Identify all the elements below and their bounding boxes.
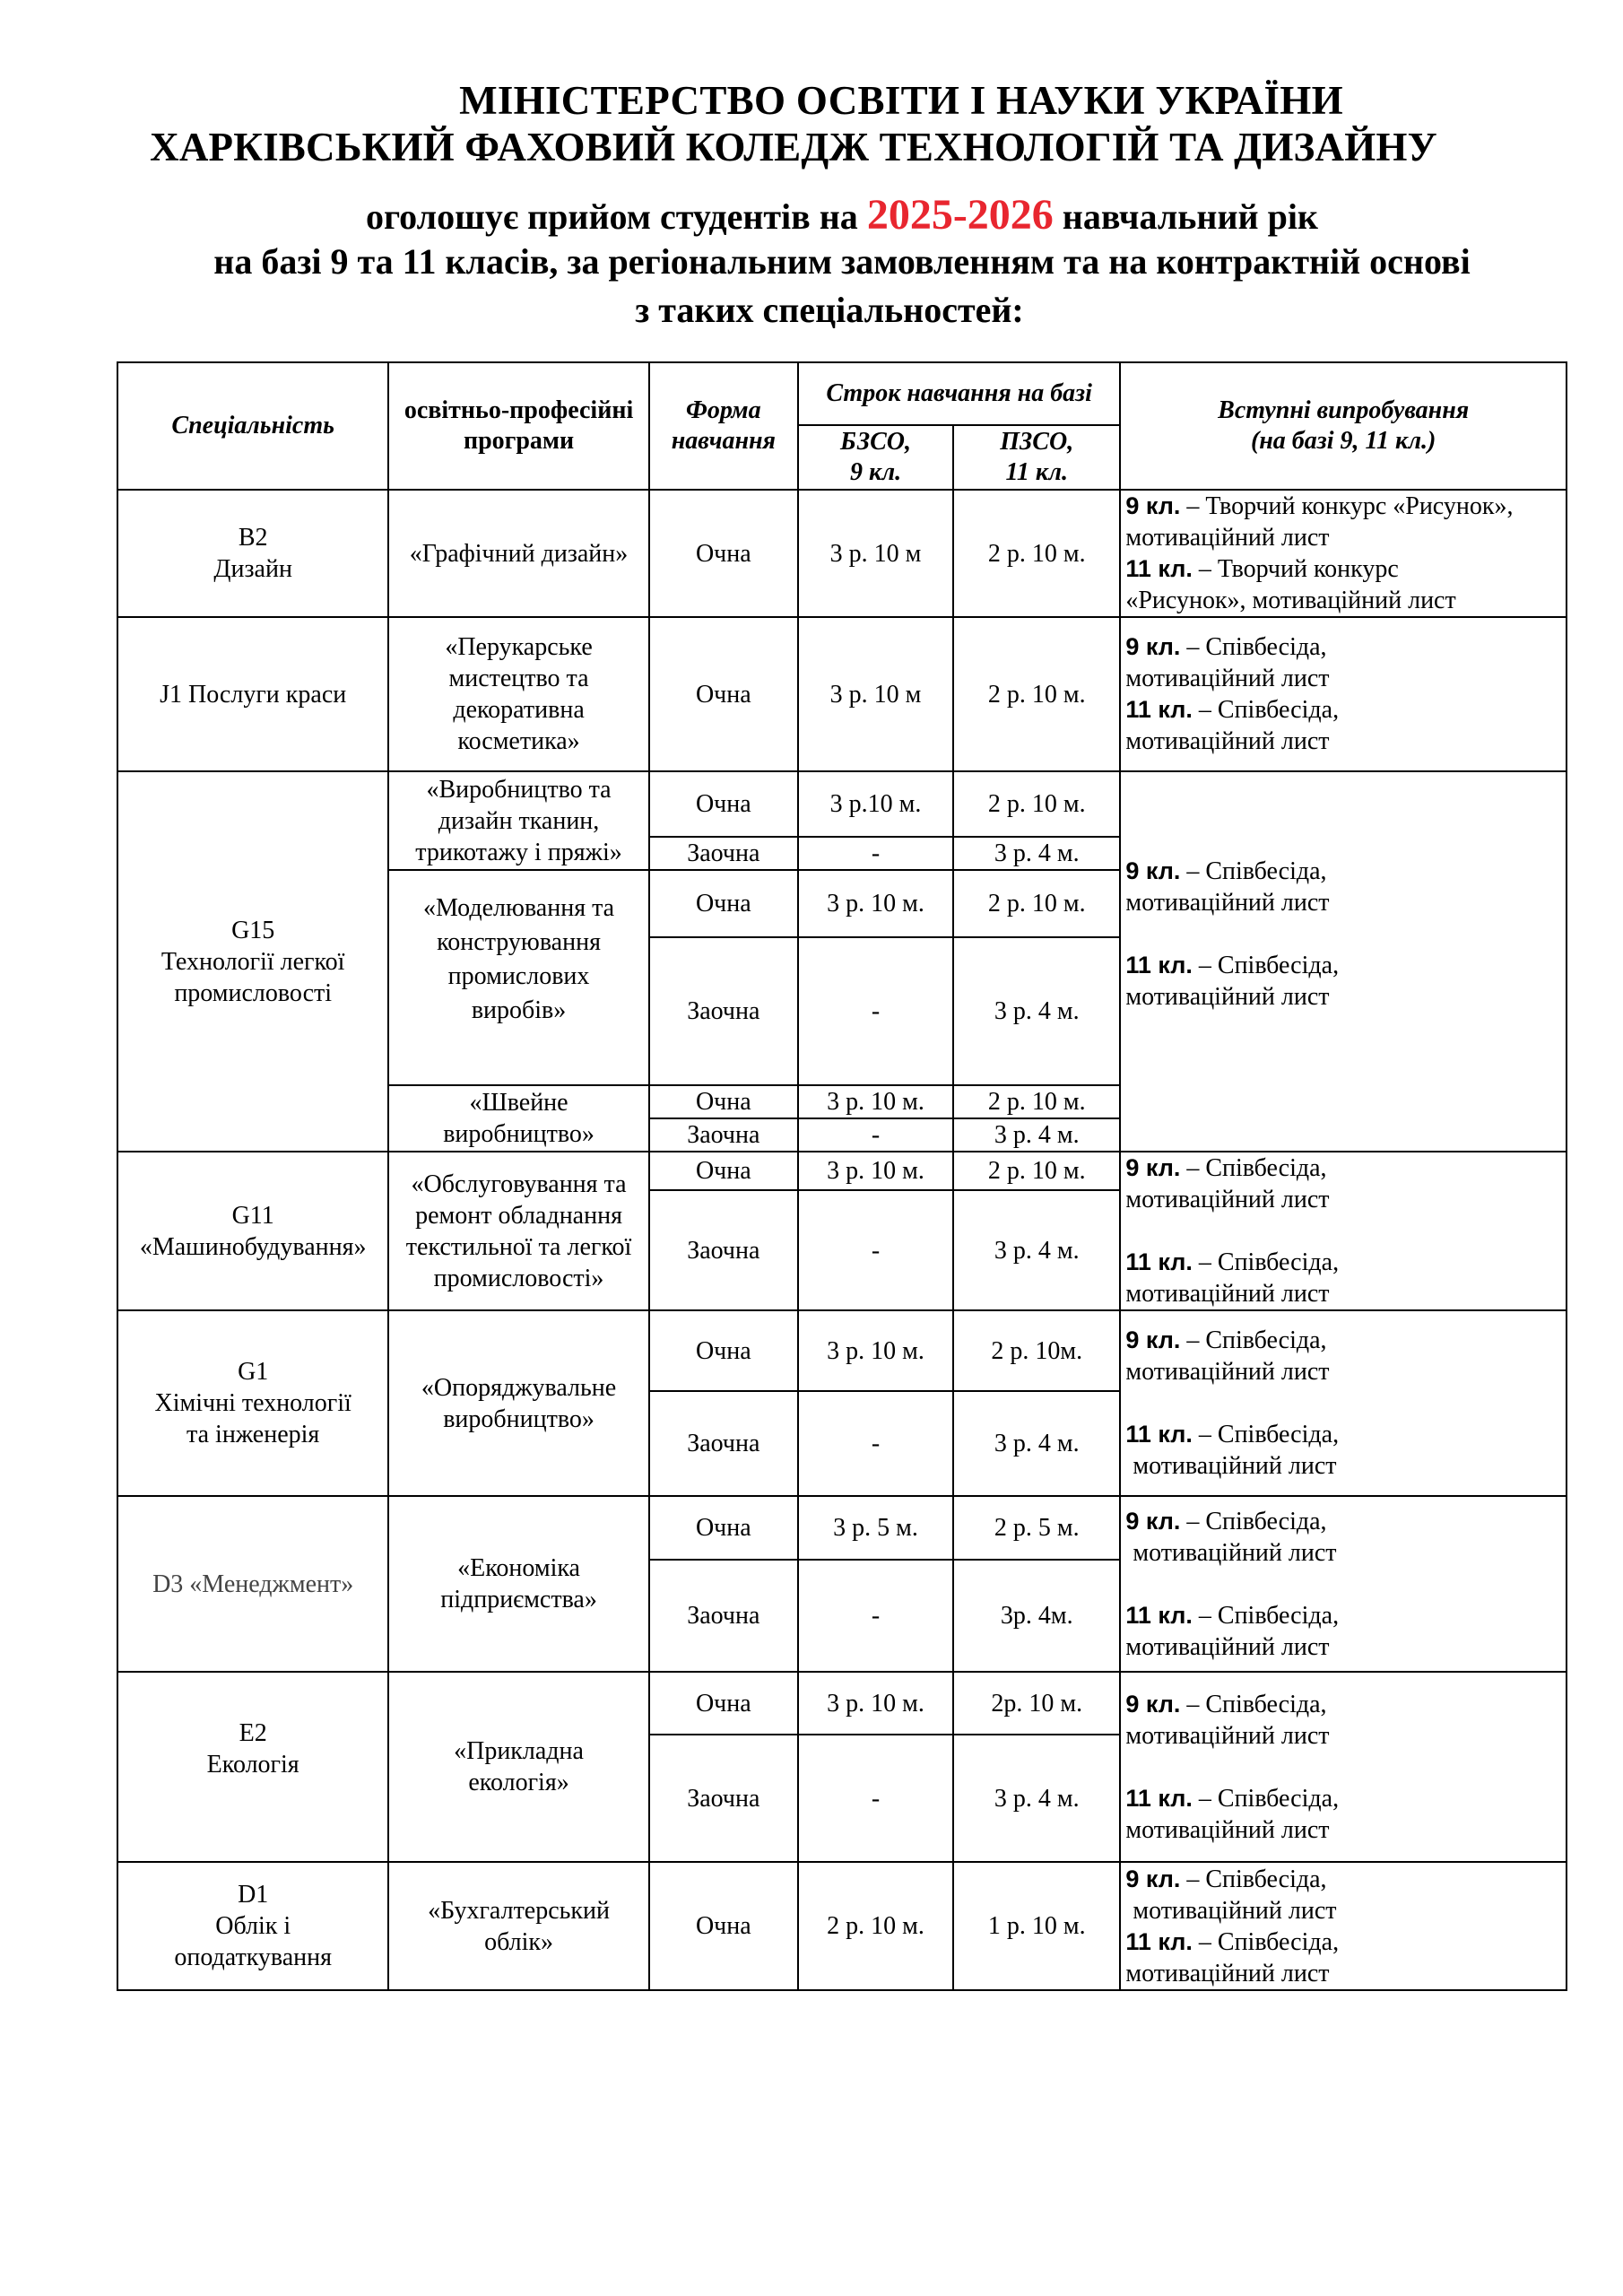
grade-11: 11 кл. bbox=[1125, 951, 1193, 978]
exam-text: мотиваційний лист bbox=[1125, 1186, 1330, 1213]
specialty-cell bbox=[117, 771, 388, 1152]
program-line: екологія» bbox=[468, 1769, 569, 1796]
table-row bbox=[117, 771, 1567, 837]
table-row bbox=[117, 1862, 1567, 1990]
program-line: «Прикладна bbox=[454, 1737, 584, 1765]
program-line: косметика» bbox=[457, 727, 580, 755]
grade-9: 9 кл. bbox=[1125, 1154, 1181, 1181]
exam-text: мотиваційний лист bbox=[1125, 1358, 1330, 1386]
specialty-code: D1 bbox=[238, 1881, 269, 1909]
table-row bbox=[117, 1310, 1567, 1391]
specialty-code: G15 bbox=[231, 916, 275, 944]
exam-text: – Співбесіда, bbox=[1186, 1326, 1327, 1354]
exam-text: мотиваційний лист bbox=[1125, 524, 1330, 552]
form-cell: Очна bbox=[649, 1862, 798, 1990]
program-cell bbox=[388, 771, 648, 870]
program-line: «Опоряджувальне bbox=[421, 1373, 617, 1402]
form-cell: Заочна bbox=[649, 837, 798, 870]
admission-line bbox=[30, 190, 1623, 239]
duration-pzso: 2р. 10 м. bbox=[953, 1672, 1120, 1735]
form-cell: Очна bbox=[649, 617, 798, 771]
program-line: «Обслуговування та bbox=[411, 1170, 627, 1198]
program-line: ремонт обладнання bbox=[415, 1201, 622, 1230]
col-specialty: Спеціальність bbox=[117, 362, 388, 490]
exams-cell bbox=[1120, 1862, 1567, 1990]
grade-9: 9 кл. bbox=[1125, 857, 1181, 884]
table-header-row bbox=[117, 362, 1567, 425]
grade-9: 9 кл. bbox=[1125, 1326, 1181, 1353]
duration-pzso: 2 р. 5 м. bbox=[953, 1496, 1120, 1560]
duration-pzso: 2 р. 10 м. bbox=[953, 870, 1120, 937]
exam-text: – Співбесіда, bbox=[1198, 1601, 1340, 1630]
exam-text: мотиваційний лист bbox=[1125, 1959, 1330, 1987]
exam-text: – Співбесіда, bbox=[1186, 1865, 1327, 1893]
exam-text: мотиваційний лист bbox=[1133, 1452, 1337, 1480]
specialty-name: та інженерія bbox=[187, 1421, 320, 1448]
program-line: промислових bbox=[447, 962, 590, 990]
exam-text: – Співбесіда, bbox=[1186, 633, 1327, 661]
form-cell: Заочна bbox=[649, 937, 798, 1085]
grade-9: 9 кл. bbox=[1125, 1690, 1181, 1718]
grade-11: 11 кл. bbox=[1125, 1927, 1193, 1955]
duration-bzso: 3 р. 10 м. bbox=[798, 1152, 953, 1190]
college-title: ХАРКІВСЬКИЙ ФАХОВИЙ КОЛЕДЖ ТЕХНОЛОГІЙ ТА ДИЗАЙНУ bbox=[150, 125, 1437, 170]
duration-pzso: 3 р. 4 м. bbox=[953, 837, 1120, 870]
duration-bzso: - bbox=[798, 1391, 953, 1496]
program-line: мистецтво та bbox=[448, 665, 589, 692]
exam-text: мотиваційний лист bbox=[1125, 727, 1330, 755]
exam-text: – Співбесіда, bbox=[1198, 951, 1340, 979]
col-duration: Строк навчання на базі bbox=[798, 362, 1120, 425]
specialty-cell bbox=[117, 1862, 388, 1990]
duration-bzso: 3 р. 5 м. bbox=[798, 1496, 953, 1560]
program-cell: «Графічний дизайн» bbox=[388, 490, 648, 617]
exam-text: – Творчий конкурс «Рисунок», bbox=[1186, 492, 1514, 520]
duration-bzso: - bbox=[798, 937, 953, 1085]
program-line: облік» bbox=[484, 1927, 553, 1956]
form-cell: Заочна bbox=[649, 1190, 798, 1310]
exam-text: – Співбесіда, bbox=[1186, 1690, 1327, 1718]
exams-cell bbox=[1120, 771, 1567, 1152]
duration-bzso: 2 р. 10 м. bbox=[798, 1862, 953, 1990]
exams-cell bbox=[1120, 1152, 1567, 1310]
bzso-label: БЗСО, bbox=[840, 428, 911, 456]
ministry-title: МІНІСТЕРСТВО ОСВІТИ І НАУКИ УКРАЇНИ bbox=[459, 78, 1343, 123]
duration-bzso: 3 р. 10 м bbox=[798, 617, 953, 771]
program-line: трикотажу і пряжі» bbox=[415, 838, 622, 866]
specialty-name: Хімічні технології bbox=[154, 1389, 352, 1417]
program-line: «Швейне bbox=[469, 1089, 568, 1117]
exam-text: – Співбесіда, bbox=[1186, 857, 1327, 885]
duration-bzso: - bbox=[798, 1118, 953, 1152]
specialty-name: Облік і bbox=[215, 1912, 291, 1940]
col-programs: освітньо-професійні програми bbox=[388, 362, 648, 490]
duration-pzso: 2 р. 10 м. bbox=[953, 617, 1120, 771]
pzso-label: ПЗСО, bbox=[1000, 428, 1074, 456]
program-line: виробництво» bbox=[443, 1405, 595, 1433]
grade-11: 11 кл. bbox=[1125, 696, 1193, 723]
specialty-cell bbox=[117, 490, 388, 617]
program-line: «Моделювання та bbox=[422, 894, 615, 922]
form-cell: Очна bbox=[649, 1672, 798, 1735]
specialties-intro: з таких спеціальностей: bbox=[635, 290, 1024, 330]
specialty-cell: J1 Послуги краси bbox=[117, 617, 388, 771]
grade-9: 9 кл. bbox=[1125, 633, 1181, 660]
duration-bzso: 3 р. 10 м. bbox=[798, 1085, 953, 1118]
exam-text: мотиваційний лист bbox=[1125, 1815, 1330, 1844]
form-cell: Очна bbox=[649, 1496, 798, 1560]
duration-pzso: 3 р. 4 м. bbox=[953, 1190, 1120, 1310]
exam-text: – Співбесіда, bbox=[1198, 696, 1340, 724]
form-cell: Заочна bbox=[649, 1735, 798, 1862]
form-cell: Очна bbox=[649, 771, 798, 837]
program-line: «Виробництво та bbox=[426, 775, 612, 804]
specialty-cell bbox=[117, 1672, 388, 1862]
exam-text: мотиваційний лист bbox=[1125, 888, 1330, 917]
bzso-sub: 9 кл. bbox=[849, 458, 902, 486]
exam-text: мотиваційний лист bbox=[1125, 1721, 1330, 1750]
form-cell: Очна bbox=[649, 1310, 798, 1391]
specialty-cell bbox=[117, 1310, 388, 1496]
specialty-code: G11 bbox=[231, 1201, 274, 1230]
exam-text: – Співбесіда, bbox=[1198, 1784, 1340, 1813]
admission-text: оголошує прийом студентів на bbox=[366, 196, 858, 237]
specialty-name: «Машинобудування» bbox=[139, 1232, 367, 1261]
duration-pzso: 3 р. 4 м. bbox=[953, 1118, 1120, 1152]
table-row bbox=[117, 617, 1567, 771]
program-cell bbox=[388, 1085, 648, 1152]
specialty-name: промисловості bbox=[174, 978, 333, 1007]
program-cell bbox=[388, 1862, 648, 1990]
duration-bzso: 3 р. 10 м. bbox=[798, 1310, 953, 1391]
grade-9: 9 кл. bbox=[1125, 492, 1181, 519]
specialty-code: E2 bbox=[239, 1719, 267, 1747]
exam-text: – Співбесіда, bbox=[1198, 1248, 1340, 1276]
program-cell bbox=[388, 1152, 648, 1310]
exams-cell bbox=[1120, 1672, 1567, 1862]
form-cell: Очна bbox=[649, 1085, 798, 1118]
duration-pzso: 2 р. 10 м. bbox=[953, 771, 1120, 837]
program-line: виробів» bbox=[471, 996, 567, 1024]
col-bzso bbox=[798, 425, 953, 490]
form-cell: Заочна bbox=[649, 1118, 798, 1152]
admission-text-end: навчальний рік bbox=[1062, 196, 1318, 237]
program-cell bbox=[388, 1310, 648, 1496]
grade-11: 11 кл. bbox=[1125, 1421, 1193, 1448]
exam-text: «Рисунок», мотиваційний лист bbox=[1125, 587, 1456, 614]
grade-11: 11 кл. bbox=[1125, 1601, 1193, 1629]
exams-cell bbox=[1120, 490, 1567, 617]
grade-11: 11 кл. bbox=[1125, 1248, 1193, 1275]
table-row bbox=[117, 1152, 1567, 1190]
table-row bbox=[117, 490, 1567, 617]
duration-pzso: 3 р. 4 м. bbox=[953, 937, 1120, 1085]
admission-basis: на базі 9 та 11 класів, за регіональним замовленням та на контрактній основі bbox=[213, 241, 1471, 282]
duration-bzso: 3 р. 10 м. bbox=[798, 1672, 953, 1735]
form-cell: Очна bbox=[649, 490, 798, 617]
program-line: виробництво» bbox=[443, 1120, 595, 1148]
specialty-cell bbox=[117, 1152, 388, 1310]
program-line: дизайн тканин, bbox=[438, 806, 600, 835]
col-exams bbox=[1120, 362, 1567, 490]
duration-pzso: 3 р. 4 м. bbox=[953, 1735, 1120, 1862]
academic-year: 2025-2026 bbox=[866, 191, 1054, 239]
duration-pzso: 2 р. 10 м. bbox=[953, 1152, 1120, 1190]
duration-pzso: 3 р. 4 м. bbox=[953, 1391, 1120, 1496]
program-line: підприємства» bbox=[440, 1586, 597, 1613]
exams-cell bbox=[1120, 1496, 1567, 1672]
program-cell bbox=[388, 617, 648, 771]
exam-text: – Співбесіда, bbox=[1186, 1507, 1327, 1535]
grade-11: 11 кл. bbox=[1125, 1784, 1193, 1812]
table-row bbox=[117, 1672, 1567, 1735]
exam-text: мотиваційний лист bbox=[1133, 1896, 1337, 1925]
form-cell: Очна bbox=[649, 870, 798, 937]
form-cell: Очна bbox=[649, 1152, 798, 1190]
duration-pzso: 2 р. 10м. bbox=[953, 1310, 1120, 1391]
duration-pzso: 3р. 4м. bbox=[953, 1560, 1120, 1672]
program-line: «Бухгалтерський bbox=[428, 1896, 611, 1925]
grade-9: 9 кл. bbox=[1125, 1507, 1181, 1535]
duration-bzso: - bbox=[798, 1190, 953, 1310]
specialty-code: G1 bbox=[238, 1358, 269, 1386]
exam-text: мотиваційний лист bbox=[1133, 1538, 1337, 1567]
exam-text: – Співбесіда, bbox=[1198, 1421, 1340, 1448]
exams-title: Вступні випробування bbox=[1218, 396, 1470, 424]
form-cell: Заочна bbox=[649, 1391, 798, 1496]
col-form: Форма навчання bbox=[649, 362, 798, 490]
duration-pzso: 2 р. 10 м. bbox=[953, 1085, 1120, 1118]
duration-pzso: 1 р. 10 м. bbox=[953, 1862, 1120, 1990]
program-line: промисловості» bbox=[433, 1264, 604, 1292]
duration-bzso: - bbox=[798, 1560, 953, 1672]
program-line: «Перукарське bbox=[445, 633, 593, 661]
specialty-name: оподаткування bbox=[174, 1944, 333, 1971]
specialty-name: Технології легкої bbox=[161, 947, 345, 976]
exam-text: – Співбесіда, bbox=[1198, 1927, 1340, 1956]
specialty-code: B2 bbox=[238, 524, 268, 552]
program-line: текстильної та легкої bbox=[405, 1232, 632, 1261]
exam-text: – Творчий конкурс bbox=[1198, 555, 1399, 583]
specialty-name: Дизайн bbox=[213, 555, 292, 583]
exams-cell bbox=[1120, 1310, 1567, 1496]
grade-9: 9 кл. bbox=[1125, 1865, 1181, 1892]
grade-11: 11 кл. bbox=[1125, 555, 1193, 582]
program-line: «Економіка bbox=[457, 1554, 580, 1582]
program-line: декоративна bbox=[453, 696, 585, 724]
duration-bzso: 3 р. 10 м. bbox=[798, 870, 953, 937]
specialty-cell: D3 «Менеджмент» bbox=[117, 1496, 388, 1672]
exam-text: мотиваційний лист bbox=[1125, 982, 1330, 1011]
exams-subtitle: (на базі 9, 11 кл.) bbox=[1250, 427, 1436, 455]
admission-table bbox=[117, 361, 1567, 1991]
duration-bzso: 3 р.10 м. bbox=[798, 771, 953, 837]
exam-text: мотиваційний лист bbox=[1125, 1632, 1330, 1661]
program-cell bbox=[388, 1496, 648, 1672]
duration-bzso: 3 р. 10 м bbox=[798, 490, 953, 617]
duration-bzso: - bbox=[798, 837, 953, 870]
duration-pzso: 2 р. 10 м. bbox=[953, 490, 1120, 617]
specialty-name: Екологія bbox=[206, 1751, 299, 1779]
duration-bzso: - bbox=[798, 1735, 953, 1862]
pzso-sub: 11 кл. bbox=[1005, 458, 1069, 486]
program-line: конструювання bbox=[437, 928, 601, 956]
table-row bbox=[117, 1496, 1567, 1560]
exams-cell bbox=[1120, 617, 1567, 771]
program-cell bbox=[388, 870, 648, 1085]
exam-text: – Співбесіда, bbox=[1186, 1154, 1327, 1182]
exam-text: мотиваційний лист bbox=[1125, 665, 1330, 692]
form-cell: Заочна bbox=[649, 1560, 798, 1672]
exam-text: мотиваційний лист bbox=[1125, 1280, 1330, 1308]
program-cell bbox=[388, 1672, 648, 1862]
col-pzso bbox=[953, 425, 1120, 490]
